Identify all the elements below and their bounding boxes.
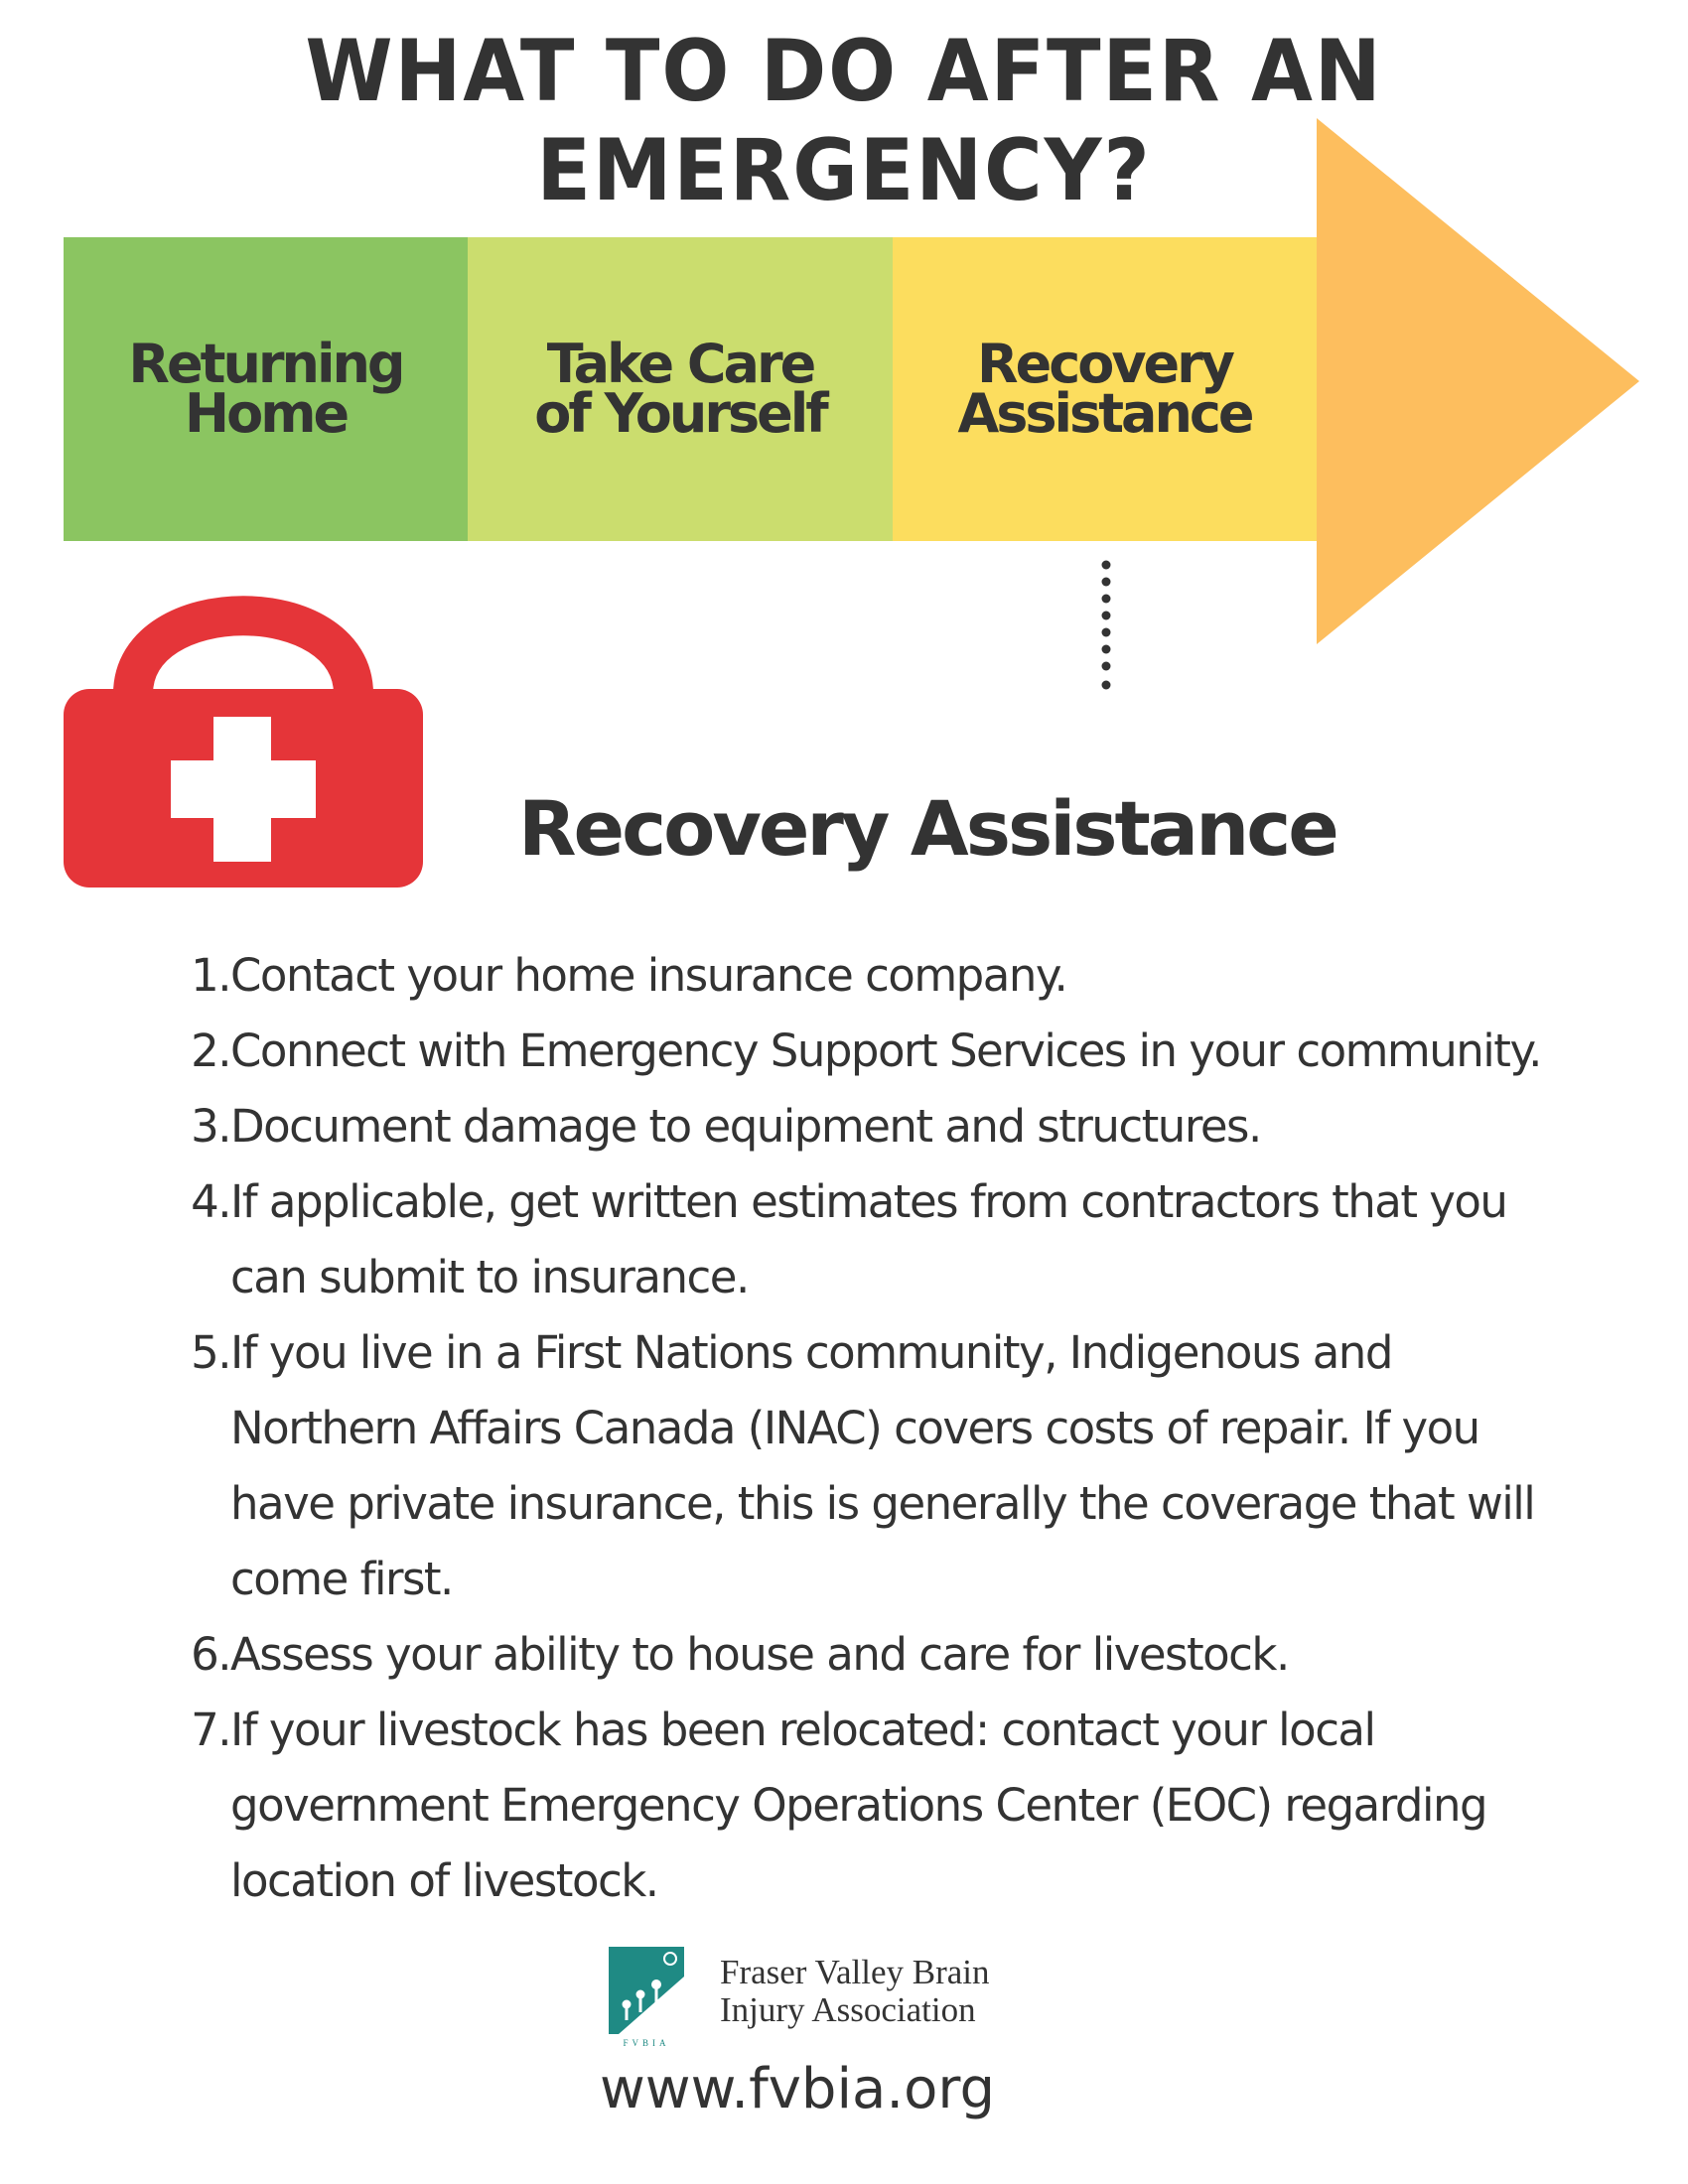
item-text: Connect with Emergency Support Services in your community. [230, 1024, 1541, 1077]
item-number: 7. [191, 1704, 230, 1756]
website-url: www.fvbia.org [600, 2057, 995, 2121]
list-item [179, 1315, 1589, 1617]
step-label-line2: of Yourself [534, 382, 826, 445]
list-item [179, 1014, 1589, 1089]
step-returning-home [64, 237, 468, 541]
arrow-head-icon [1317, 118, 1639, 644]
item-text: If your livestock has been relocated: contact your local government Emergency Operations Center (EOC) regarding location of livestock. [230, 1704, 1487, 1907]
item-number: 1. [191, 949, 230, 1002]
org-line2: Injury Association [720, 1990, 976, 2029]
list-item [179, 1089, 1589, 1164]
org-line1: Fraser Valley Brain [720, 1953, 990, 1991]
list-item [179, 938, 1589, 1014]
item-number: 6. [191, 1628, 230, 1681]
item-text: Document damage to equipment and structures. [230, 1100, 1261, 1153]
step-label-line2: Assistance [957, 382, 1252, 445]
step-recovery-assistance [893, 237, 1317, 541]
step-label-line2: Home [184, 382, 348, 445]
item-number: 2. [191, 1024, 230, 1077]
recovery-steps-list [179, 938, 1589, 1919]
item-text: Contact your home insurance company. [230, 949, 1067, 1002]
item-text: If you live in a First Nations community, Indigenous and Northern Affairs Canada (INAC) covers costs of repair. If you have private insurance, this is generally the coverage that will come first. [230, 1326, 1535, 1605]
step-take-care [468, 237, 893, 541]
item-number: 3. [191, 1100, 230, 1153]
logo-text: FVBIA [623, 2038, 670, 2048]
fvbia-logo [609, 1947, 686, 2048]
list-item [179, 1164, 1589, 1315]
step-label-line1: Returning [128, 333, 403, 395]
list-item [179, 1617, 1589, 1693]
section-heading: Recovery Assistance [518, 784, 1336, 873]
organization-name [720, 1954, 990, 2029]
dotted-connector [1100, 559, 1112, 693]
step-label-line1: Recovery [977, 333, 1232, 395]
list-item [179, 1693, 1589, 1919]
page-title: WHAT TO DO AFTER AN EMERGENCY? [305, 22, 1383, 220]
item-text: If applicable, get written estimates from contractors that you can submit to insurance. [230, 1175, 1507, 1303]
item-number: 5. [191, 1326, 230, 1379]
item-number: 4. [191, 1175, 230, 1228]
item-text: Assess your ability to house and care for livestock. [230, 1628, 1289, 1681]
step-label-line1: Take Care [546, 333, 814, 395]
first-aid-kit-icon [64, 590, 423, 887]
